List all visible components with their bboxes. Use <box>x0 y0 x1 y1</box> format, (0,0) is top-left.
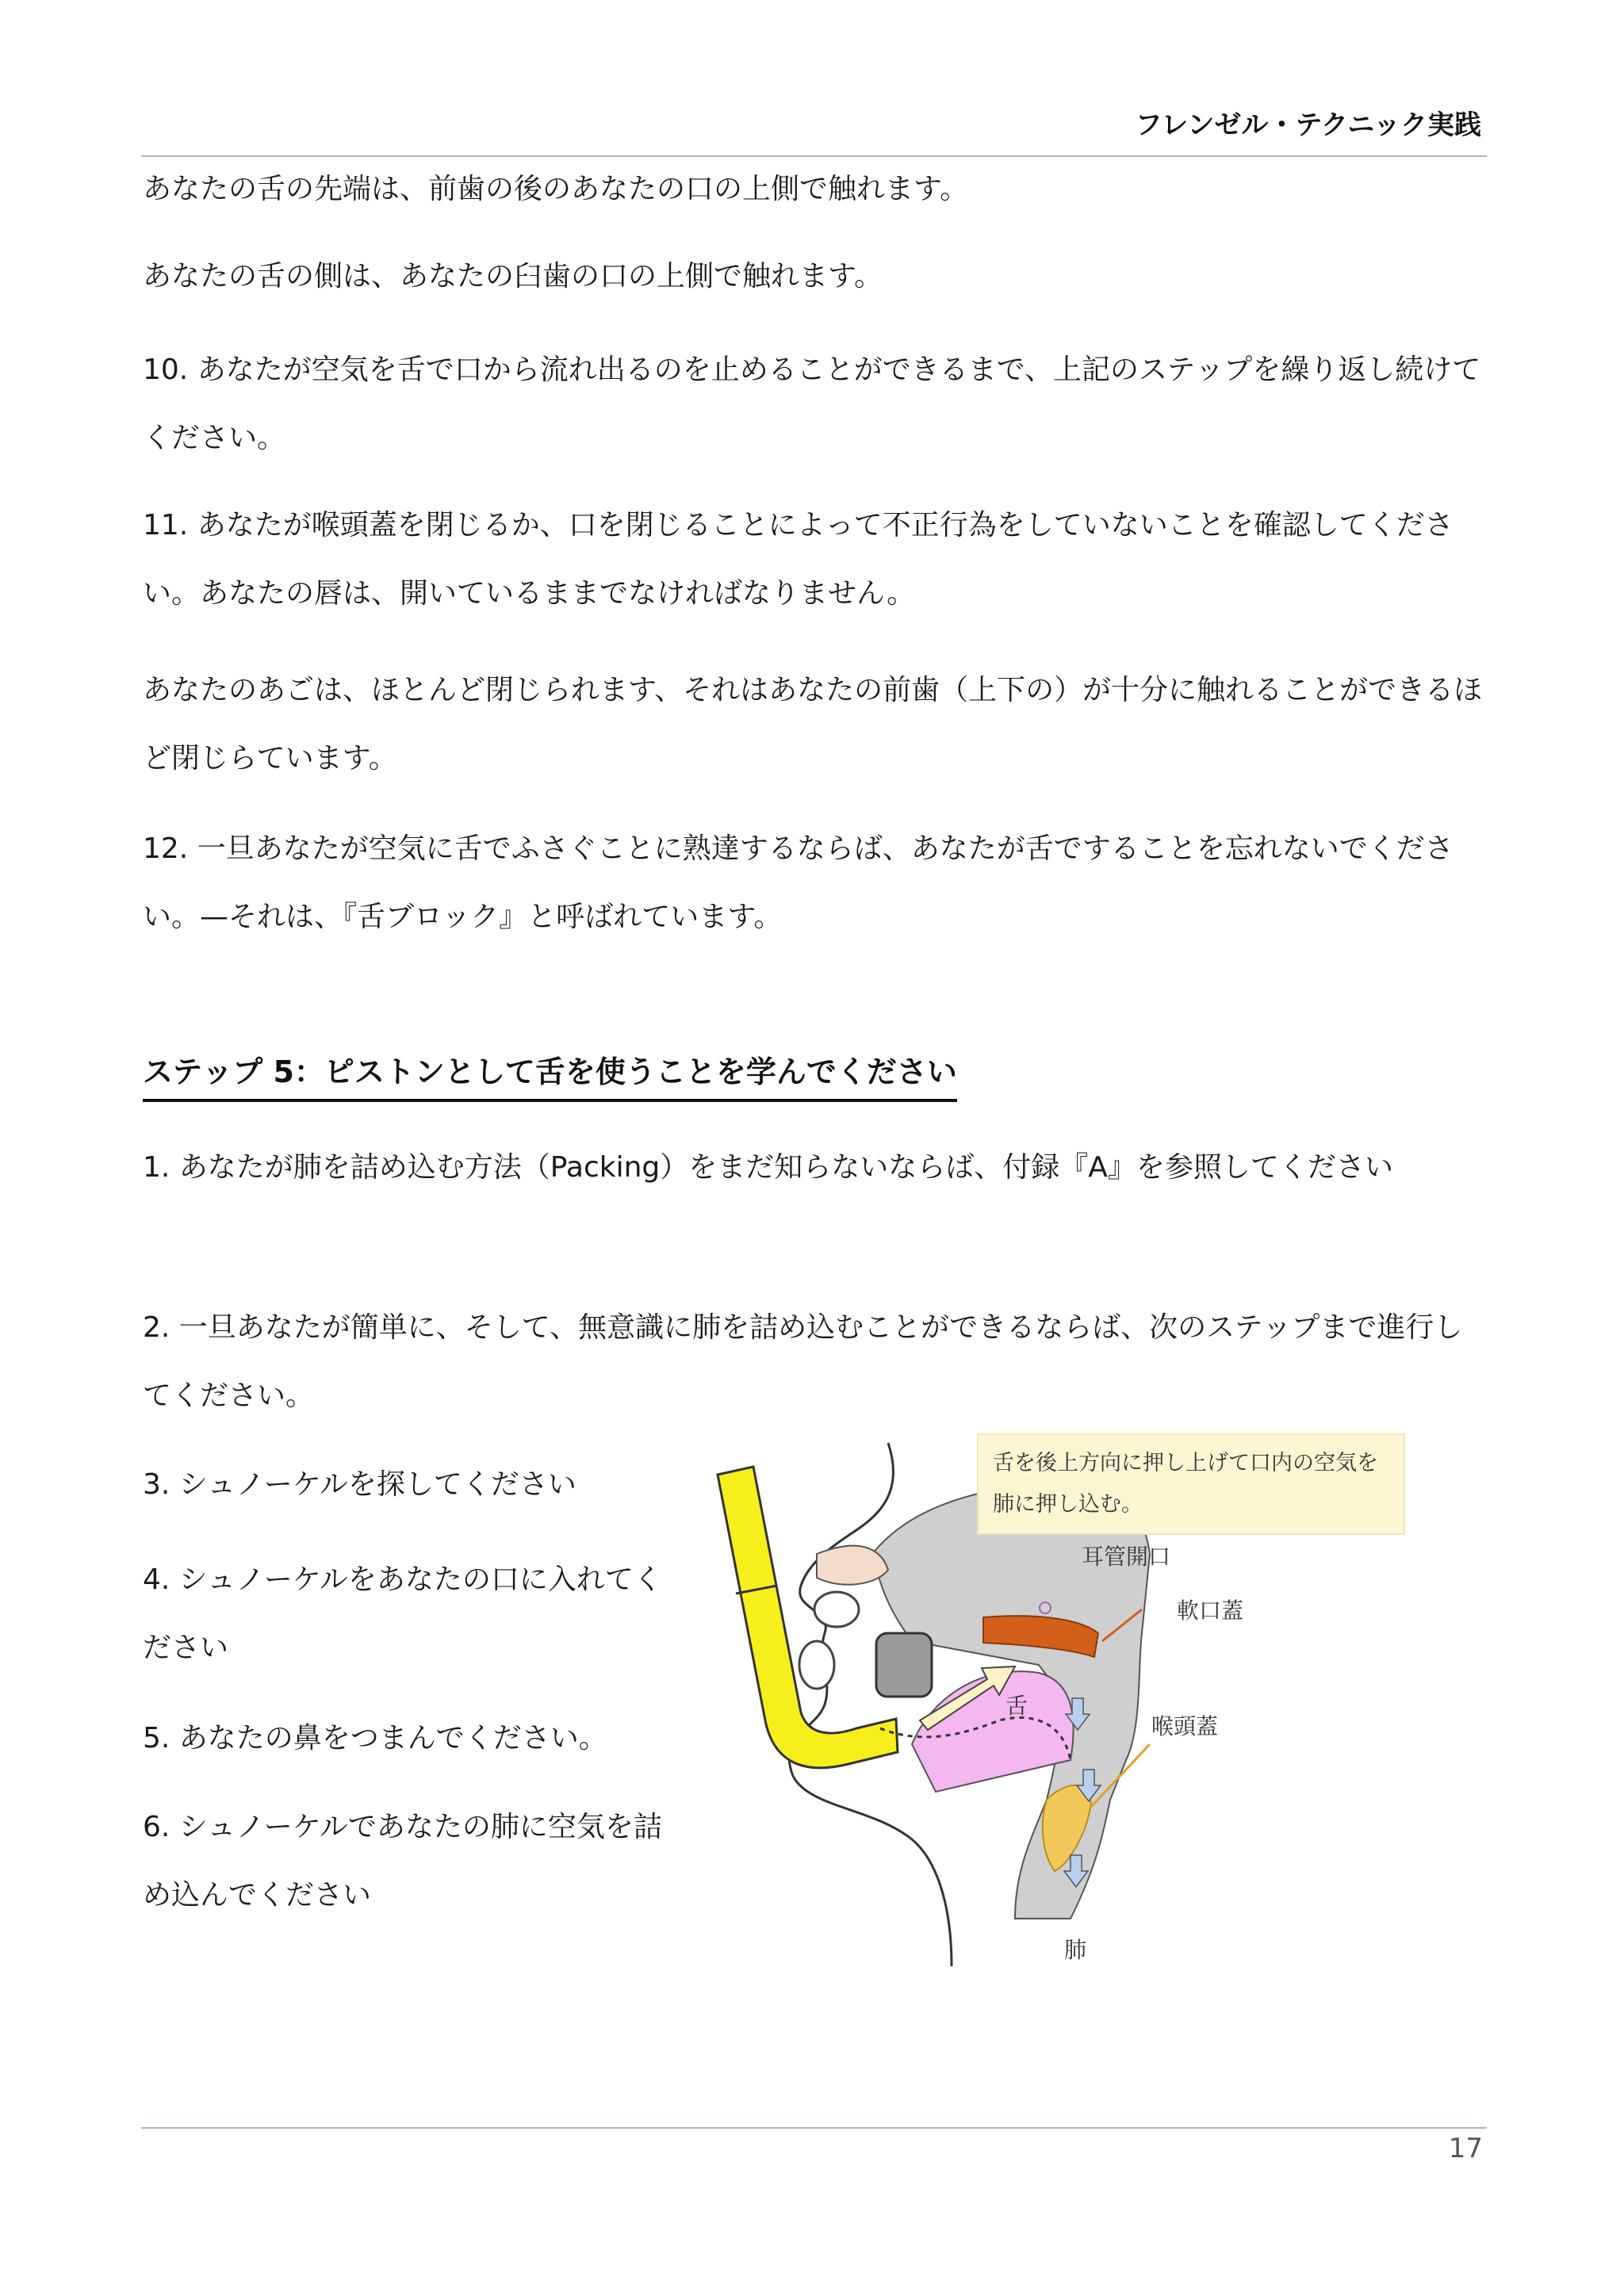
list-item-step-5-6: 6. シュノーケルであなたの肺に空気を詰め込んでください <box>143 1811 662 1911</box>
tongue-shape <box>912 1671 1074 1792</box>
paragraph-step-10: 10. あなたが空気を舌で口から流れ出るのを止めることができるまで、上記のステップを繰り返し続けてください。 <box>143 354 1481 454</box>
running-header: フレンゼル・テクニック実践 <box>1135 109 1481 141</box>
mouthpiece-shape <box>876 1633 932 1697</box>
page-number: 17 <box>1448 2133 1483 2164</box>
lower-lip-shape <box>799 1641 834 1689</box>
label-tongue: 舌 <box>1005 1693 1028 1719</box>
label-eustachian-opening: 耳管開口 <box>1082 1544 1171 1570</box>
paragraph-jaw: あなたのあごは、ほとんど閉じられます、それはあなたの前歯（上下の）が十分に触れることができるほど閉じらています。 <box>143 674 1483 775</box>
list-item-step-5-1: 1. あなたが肺を詰め込む方法（Packing）をまだ知らないならば、付録『A』を参照してください <box>143 1151 1393 1184</box>
label-soft-palate: 軟口蓋 <box>1177 1598 1244 1624</box>
paragraph-step-12: 12. 一旦あなたが空気に舌でふさぐことに熟達するならば、あなたが舌ですることを忘れないでください。—それは、『舌ブロック』と呼ばれています。 <box>143 832 1454 933</box>
diagram-callout: 舌を後上方向に押し上げて口内の空気を肺に押し込む。 <box>977 1433 1405 1535</box>
list-item-step-5-3: 3. シュノーケルを探してください <box>143 1468 576 1501</box>
label-epiglottis: 喉頭蓋 <box>1151 1713 1219 1739</box>
list-item-step-5-2: 2. 一旦あなたが簡単に、そして、無意識に肺を詰め込むことができるならば、次のステップまで進行してください。 <box>143 1311 1463 1412</box>
paragraph-step-11: 11. あなたが喉頭蓋を閉じるか、口を閉じることによって不正行為をしていないことを確認してください。あなたの唇は、開いているままでなければなりません。 <box>143 509 1454 610</box>
list-item-step-5-5: 5. あなたの鼻をつまんでください。 <box>143 1722 607 1755</box>
paragraph-tongue-tip: あなたの舌の先端は、前歯の後のあなたの口の上側で触れます。 <box>143 173 969 205</box>
label-lungs: 肺 <box>1064 1937 1087 1963</box>
upper-lip-shape <box>814 1592 859 1627</box>
footer-divider <box>141 2127 1487 2129</box>
section-heading-step-5: ステップ 5：ピストンとして舌を使うことを学んでください <box>143 1048 957 1102</box>
paragraph-tongue-side: あなたの舌の側は、あなたの臼歯の口の上側で触れます。 <box>143 260 883 293</box>
list-item-step-5-4: 4. シュノーケルをあなたの口に入れてください <box>143 1563 662 1664</box>
snorkel-shape <box>718 1467 898 1768</box>
